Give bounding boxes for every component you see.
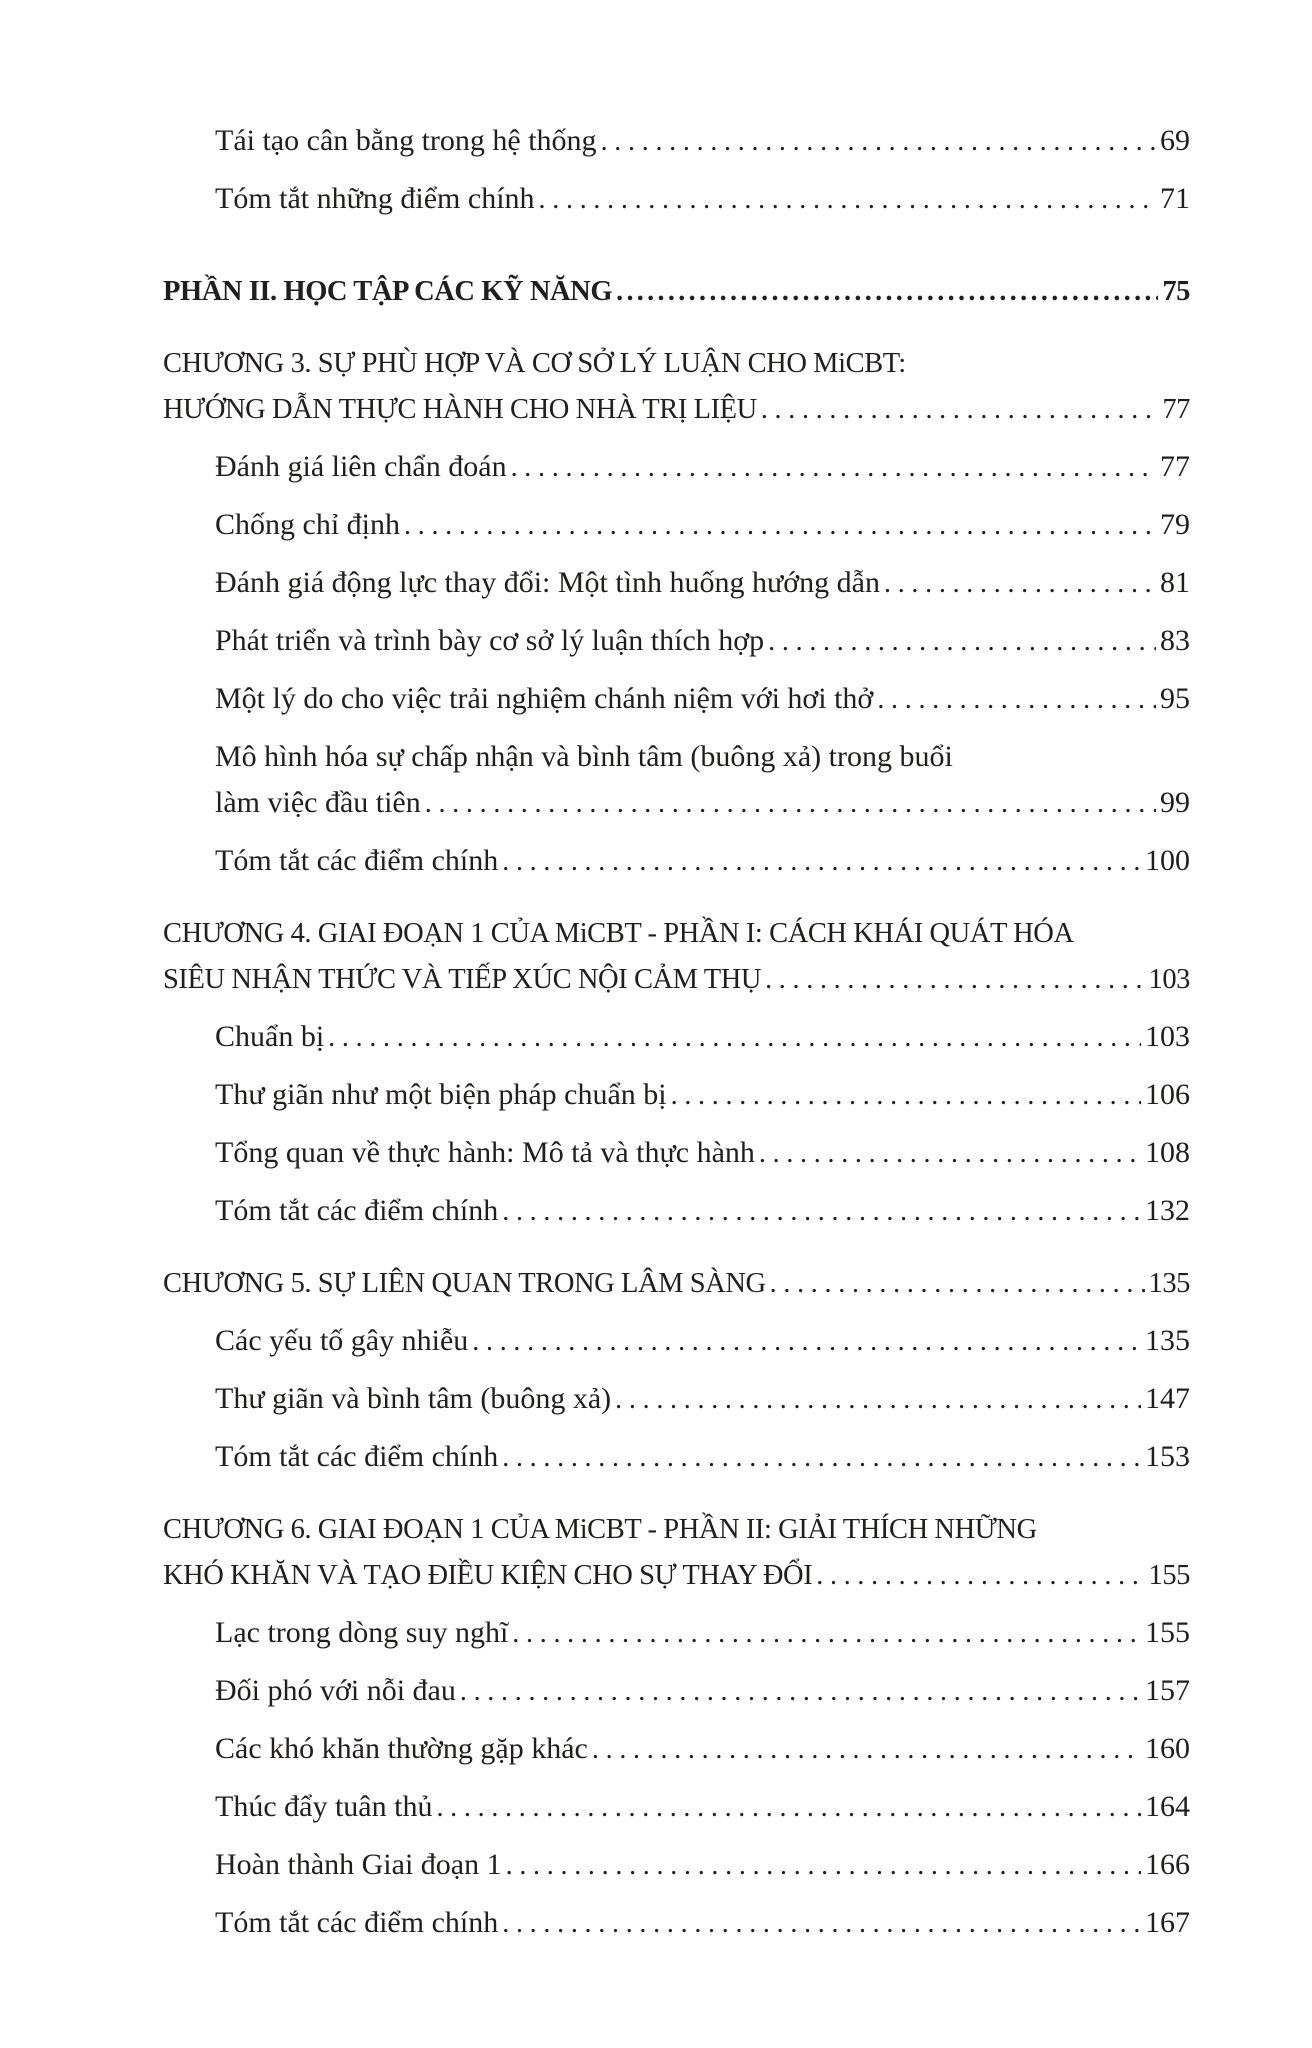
toc-entry-text: Tóm tắt những điểm chính [215, 182, 535, 215]
toc-entry [163, 676, 1190, 723]
dot-leader [502, 838, 1141, 885]
toc-entry [163, 1434, 1190, 1481]
page-number: 81 [1160, 566, 1190, 599]
toc-line [215, 1610, 1190, 1657]
toc-entry-text: Lạc trong dòng suy nghĩ [215, 1616, 509, 1649]
toc-entry [163, 341, 1190, 433]
toc-line [215, 1900, 1190, 1947]
toc-entry-text: Mô hình hóa sự chấp nhận và bình tâm (buông xả) trong buổi [215, 740, 953, 773]
dot-leader [539, 176, 1156, 223]
toc-entry-text: Tóm tắt các điểm chính [215, 844, 499, 877]
toc-line [215, 676, 1190, 723]
toc-entry [163, 734, 1190, 827]
dot-leader [671, 1072, 1141, 1119]
page-number: 135 [1148, 1268, 1190, 1299]
toc-entry [163, 560, 1190, 607]
dot-leader [768, 618, 1156, 665]
toc-line [215, 502, 1190, 549]
toc-entry-text: Tóm tắt các điểm chính [215, 1440, 499, 1473]
toc-entry [163, 176, 1190, 223]
page-number: 103 [1145, 1020, 1190, 1053]
toc-entry-text: PHẦN II. HỌC TẬP CÁC KỸ NĂNG [163, 276, 613, 307]
page-number: 166 [1145, 1848, 1190, 1881]
page-number: 77 [1160, 450, 1190, 483]
dot-leader [770, 1261, 1145, 1307]
toc-entry-text: Hoàn thành Giai đoạn 1 [215, 1848, 502, 1881]
toc-entry-text: Chuẩn bị [215, 1020, 325, 1053]
toc-line [215, 1668, 1190, 1715]
toc-entry [163, 1188, 1190, 1235]
toc-entry-text: làm việc đầu tiên [215, 786, 421, 819]
page-number: 155 [1148, 1560, 1190, 1591]
toc-line [215, 444, 1190, 491]
toc-line [163, 1507, 1190, 1553]
toc-line [215, 1784, 1190, 1831]
toc-entry-text: Tóm tắt các điểm chính [215, 1194, 499, 1227]
page-number: 100 [1145, 844, 1190, 877]
page-number: 83 [1160, 624, 1190, 657]
page-number: 157 [1145, 1674, 1190, 1707]
page-number: 77 [1162, 394, 1190, 425]
toc-entry [163, 1014, 1190, 1061]
toc-entry-text: Một lý do cho việc trải nghiệm chánh niệm với hơi thở [215, 682, 874, 715]
toc-entry-text: HƯỚNG DẪN THỰC HÀNH CHO NHÀ TRỊ LIỆU [163, 394, 757, 425]
toc-entry [163, 1900, 1190, 1947]
dot-leader [512, 1610, 1141, 1657]
toc-line [215, 1130, 1190, 1177]
page-number: 155 [1145, 1616, 1190, 1649]
dot-leader [884, 560, 1156, 607]
toc-line [215, 1434, 1190, 1481]
toc-line [215, 1318, 1190, 1365]
toc-entry-text: Đánh giá liên chẩn đoán [215, 450, 507, 483]
toc-line [163, 1261, 1190, 1307]
page-number: 108 [1145, 1136, 1190, 1169]
toc-entry-text: SIÊU NHẬN THỨC VÀ TIẾP XÚC NỘI CẢM THỤ [163, 964, 762, 995]
toc-line [215, 1188, 1190, 1235]
page-number: 106 [1145, 1078, 1190, 1111]
toc-entry-text: CHƯƠNG 3. SỰ PHÙ HỢP VÀ CƠ SỞ LÝ LUẬN CHO MiCBT: [163, 348, 906, 379]
dot-leader [616, 269, 1158, 315]
dot-leader [816, 1553, 1144, 1599]
page-number: 160 [1145, 1732, 1190, 1765]
toc-entry-text: Các khó khăn thường gặp khác [215, 1732, 588, 1765]
toc-entry [163, 1726, 1190, 1773]
toc-line [163, 387, 1190, 433]
page-number: 69 [1160, 124, 1190, 157]
page-number: 75 [1162, 276, 1190, 307]
dot-leader [460, 1668, 1141, 1715]
toc-entry [163, 838, 1190, 885]
toc-line [163, 341, 1190, 387]
toc-line [215, 1842, 1190, 1889]
page-number: 103 [1148, 964, 1190, 995]
dot-leader [502, 1188, 1141, 1235]
dot-leader [425, 780, 1156, 827]
toc-entry-text: Chống chỉ định [215, 508, 400, 541]
toc-entry [163, 911, 1190, 1003]
dot-leader [601, 118, 1156, 165]
page-number: 71 [1160, 182, 1190, 215]
toc-entry-text: KHÓ KHĂN VÀ TẠO ĐIỀU KIỆN CHO SỰ THAY ĐỔI [163, 1560, 813, 1591]
dot-leader [502, 1434, 1141, 1481]
toc-entry [163, 1610, 1190, 1657]
dot-leader [615, 1376, 1141, 1423]
toc-line [163, 911, 1190, 957]
toc-line [215, 1072, 1190, 1119]
toc-entry [163, 118, 1190, 165]
dot-leader [592, 1726, 1141, 1773]
toc-line [215, 838, 1190, 885]
toc-line [215, 1376, 1190, 1423]
toc-entry [163, 618, 1190, 665]
toc-entry [163, 1784, 1190, 1831]
page-number: 167 [1145, 1906, 1190, 1939]
page-number: 147 [1145, 1382, 1190, 1415]
toc-line [163, 957, 1190, 1003]
page-number: 95 [1160, 682, 1190, 715]
toc-entry-text: CHƯƠNG 6. GIAI ĐOẠN 1 CỦA MiCBT - PHẦN II: GIẢI THÍCH NHỮNG [163, 1514, 1037, 1545]
toc-entry-text: Tái tạo cân bằng trong hệ thống [215, 124, 597, 157]
toc-line [215, 618, 1190, 665]
page-number: 153 [1145, 1440, 1190, 1473]
toc-entry [163, 1261, 1190, 1307]
dot-leader [877, 676, 1156, 723]
dot-leader [765, 957, 1144, 1003]
toc-entry-text: Phát triển và trình bày cơ sở lý luận thích hợp [215, 624, 765, 657]
page-number: 99 [1160, 786, 1190, 819]
dot-leader [761, 387, 1159, 433]
toc-line [215, 734, 1190, 780]
toc-entry-text: Tóm tắt các điểm chính [215, 1906, 499, 1939]
toc-entry-text: CHƯƠNG 5. SỰ LIÊN QUAN TRONG LÂM SÀNG [163, 1268, 766, 1299]
toc-line [163, 1553, 1190, 1599]
toc-entry [163, 1130, 1190, 1177]
toc-line [215, 1014, 1190, 1061]
toc-entry-text: Tổng quan về thực hành: Mô tả và thực hành [215, 1136, 755, 1169]
toc-entry [163, 1842, 1190, 1889]
toc-line [215, 118, 1190, 165]
page-number: 164 [1145, 1790, 1190, 1823]
toc-entry [163, 1376, 1190, 1423]
page-number: 135 [1145, 1324, 1190, 1357]
toc-list [163, 118, 1190, 1947]
page-number: 79 [1160, 508, 1190, 541]
toc-entry-text: Thư giãn và bình tâm (buông xả) [215, 1382, 612, 1415]
toc-entry [163, 1318, 1190, 1365]
dot-leader [404, 502, 1156, 549]
dot-leader [759, 1130, 1141, 1177]
dot-leader [511, 444, 1156, 491]
toc-entry [163, 444, 1190, 491]
dot-leader [328, 1014, 1141, 1061]
toc-entry-text: Thư giãn như một biện pháp chuẩn bị [215, 1078, 667, 1111]
toc-line [215, 560, 1190, 607]
toc-entry-text: Các yếu tố gây nhiễu [215, 1324, 469, 1357]
dot-leader [502, 1900, 1141, 1947]
toc-entry-text: Đối phó với nỗi đau [215, 1674, 456, 1707]
toc-entry-text: CHƯƠNG 4. GIAI ĐOẠN 1 CỦA MiCBT - PHẦN I: CÁCH KHÁI QUÁT HÓA [163, 918, 1074, 949]
page-number: 132 [1145, 1194, 1190, 1227]
toc-line [163, 269, 1190, 315]
toc-entry-text: Đánh giá động lực thay đổi: Một tình huống hướng dẫn [215, 566, 880, 599]
toc-entry [163, 1507, 1190, 1599]
dot-leader [506, 1842, 1141, 1889]
dot-leader [436, 1784, 1141, 1831]
toc-entry [163, 1668, 1190, 1715]
toc-entry [163, 269, 1190, 315]
dot-leader [472, 1318, 1141, 1365]
toc-line [215, 780, 1190, 827]
toc-entry-text: Thúc đẩy tuân thủ [215, 1790, 433, 1823]
toc-line [215, 176, 1190, 223]
toc-entry [163, 502, 1190, 549]
toc-line [215, 1726, 1190, 1773]
toc-entry [163, 1072, 1190, 1119]
